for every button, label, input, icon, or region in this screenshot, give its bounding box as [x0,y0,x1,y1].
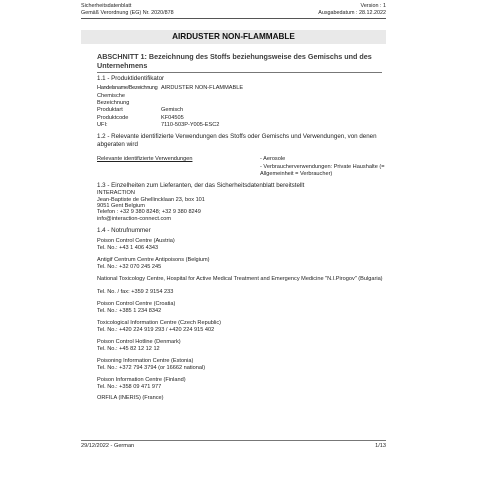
row-label-chemical-name: Chemische Bezeichnung [97,93,130,106]
emergency-centre-tel: Tel. No.: +45 82 12 12 12 [97,346,160,352]
document-type: Sicherheitsdatenblatt [81,3,132,9]
use-aerosols: - Aerosole [260,156,286,162]
emergency-centre-name: Poison Control Hotline (Denmark) [97,339,181,345]
emergency-centre-name: Antigif Centrum Centre Antipoisons (Belgium) [97,257,210,263]
supplier-email: info@interaction-connect.com [97,216,172,222]
version-label: Version : 1 [360,3,386,9]
emergency-centre-name: Poison Information Centre (Finland) [97,377,186,383]
row-value-product-code: KF04505 [161,115,184,121]
supplier-city: 9051 Gent Belgium [97,203,145,209]
section-1-heading: ABSCHNITT 1: Bezeichnung des Stoffs beziehungsweise des Gemischs und des Unternehmens [97,52,372,70]
emergency-centre-name: National Toxicology Centre, Hospital for Active Medical Treatment and Emergency Medicine "N.I.Pirogov" (Bulgaria) [97,276,383,282]
supplier-name: INTERACTION [97,190,135,196]
emergency-centre-name: Poison Control Centre (Austria) [97,238,175,244]
emergency-centre-tel: Tel. No.: +385 1 234 8342 [97,308,162,314]
emergency-centre-name: Poisoning Information Centre (Estonia) [97,358,194,364]
emergency-centre-name: ORFILA (INERIS) (France) [97,395,164,401]
row-label-product-type: Produktart [97,107,123,113]
document-header-right [318,3,386,16]
footer-date-language: 29/12/2022 - German [81,443,135,449]
row-value-ufi: 7110-503P-Y005-ESC2 [161,122,220,128]
product-title: AIRDUSTER NON-FLAMMABLE [81,30,386,44]
emergency-centre-name: Poison Control Centre (Croatia) [97,301,176,307]
page-number: 1/13 [375,443,386,449]
supplier-street: Jean-Baptiste de Ghellincklaan 23, box 101 [97,197,205,203]
section-divider [97,72,382,73]
supplier-phone: Telefon : +32 9 380 8248; +32 9 380 8249 [97,209,201,215]
document-header-left [81,3,174,16]
emergency-centre-tel: Tel. No. / fax: +359 2 9154 233 [97,289,174,295]
relevant-uses-label: Relevante identifizierte Verwendungen [97,156,193,162]
use-consumer: - Verbraucherverwendungen: Private Haushalte (= Allgemeinheit = Verbraucher) [260,164,385,177]
row-label-product-code: Produktcode [97,115,129,121]
subsection-1-2-heading: 1.2 - Relevante identifizierte Verwendungen des Stoffs oder Gemischs und Verwendungen, von denen abgeraten wird [97,133,377,148]
emergency-centre-tel: Tel. No.: +32 070 245 245 [97,264,162,270]
subsection-1-1-heading: 1.1 - Produktidentifikator [97,75,165,82]
emergency-centre-name: Toxicological Information Centre (Czech Republic) [97,320,222,326]
row-label-trade-name: Handelsname/Bezeichnung [97,85,158,91]
header-divider [81,18,386,19]
emergency-centre-tel: Tel. No.: +372 794 3794 (or 16662 national) [97,365,206,371]
regulation-reference: Gemäß Verordnung (EG) Nr. 2020/878 [81,9,174,16]
footer-divider [81,440,386,441]
subsection-1-4-heading: 1.4 - Notrufnummer [97,227,151,234]
emergency-centre-tel: Tel. No.: +43 1 406 4343 [97,245,159,251]
subsection-1-3-heading: 1.3 - Einzelheiten zum Lieferanten, der das Sicherheitsdatenblatt bereitstellt [97,182,305,189]
emergency-centre-tel: Tel. No.: +358 09 471 977 [97,384,162,390]
emergency-centre-tel: Tel. No.: +420 224 919 293 / +420 224 915 402 [97,327,215,333]
row-value-product-type: Gemisch [161,107,184,113]
row-label-ufi: UFI: [97,122,108,128]
row-value-trade-name: AIRDUSTER NON-FLAMMABLE [161,85,244,91]
issue-date-label: Ausgabedatum : 28.12.2022 [318,9,386,16]
